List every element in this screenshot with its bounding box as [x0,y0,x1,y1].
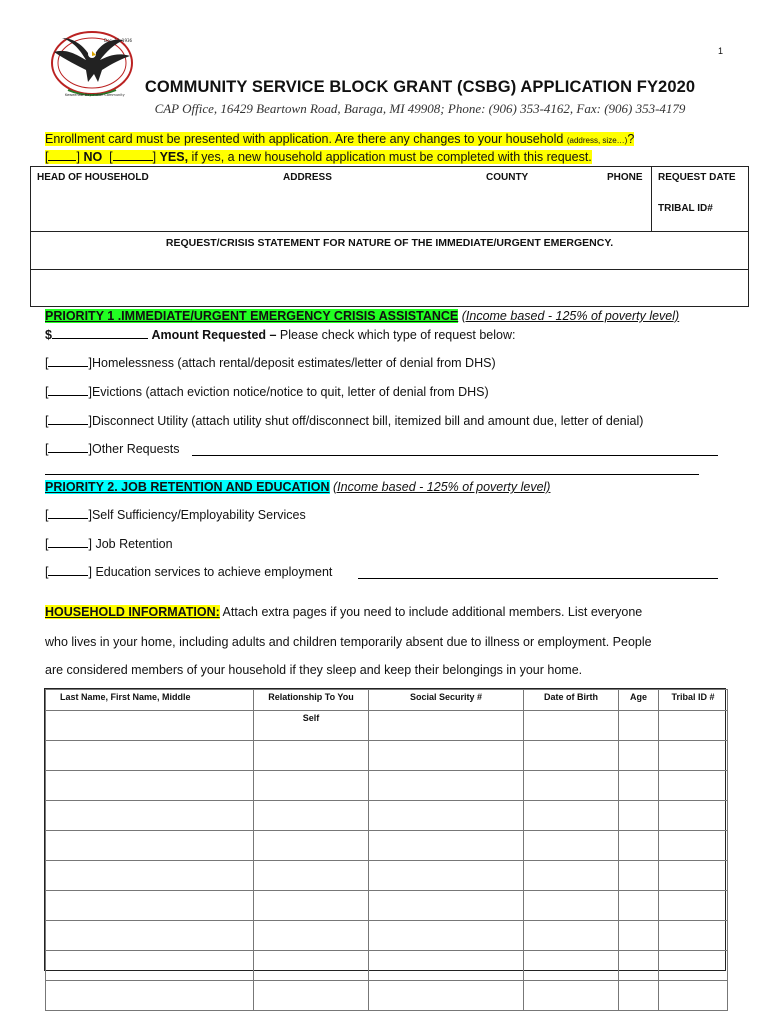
ssn-cell[interactable] [369,861,524,891]
relationship-cell[interactable] [254,861,369,891]
priority1-income-note: (Income based - 125% of poverty level) [461,309,680,323]
county-field[interactable]: COUNTY [486,172,529,183]
relationship-cell[interactable] [254,771,369,801]
option-job-retention: [ ] Job Retention [45,537,173,551]
table-row [46,831,728,861]
homelessness-checkbox[interactable] [48,356,88,367]
request-date-field[interactable]: REQUEST DATE [658,172,736,183]
column-divider [651,167,652,231]
table-row [46,861,728,891]
ssn-cell[interactable] [369,951,524,981]
enrollment-note: (address, size…) [566,136,628,145]
tribal-id-cell[interactable] [659,861,728,891]
tribal-id-cell[interactable] [659,711,728,741]
option-homelessness: [ ]Homelessness (attach rental/deposit estimates/letter of denial from DHS) [45,356,496,370]
other-requests-label: Other Requests [91,442,180,456]
col-ssn: Social Security # [369,690,524,711]
dob-cell[interactable] [524,891,619,921]
relationship-cell[interactable] [254,951,369,981]
phone-field[interactable]: PHONE [607,172,643,183]
crisis-statement-input[interactable] [31,270,748,306]
name-cell[interactable] [46,831,254,861]
name-cell[interactable] [46,741,254,771]
table-row [46,711,728,741]
homelessness-label: Homelessness (attach rental/deposit estimates/letter of denial from DHS) [91,356,496,370]
age-cell[interactable] [619,861,659,891]
age-cell[interactable] [619,741,659,771]
name-cell[interactable] [46,861,254,891]
col-age: Age [619,690,659,711]
col-name: Last Name, First Name, Middle [46,690,254,711]
yes-checkbox[interactable] [113,150,153,161]
age-cell[interactable] [619,921,659,951]
crisis-statement-row [31,232,748,270]
tribal-id-cell[interactable] [659,951,728,981]
col-tribal-id: Tribal ID # [659,690,728,711]
age-cell[interactable] [619,771,659,801]
education-services-line[interactable] [358,578,718,579]
job-retention-label: Job Retention [91,537,173,551]
name-cell[interactable] [46,771,254,801]
ssn-cell[interactable] [369,741,524,771]
tribal-id-cell[interactable] [659,741,728,771]
evictions-label: Evictions (attach eviction notice/notice to quit, letter of denial from DHS) [91,385,489,399]
priority2-heading: PRIORITY 2. JOB RETENTION AND EDUCATION [45,480,330,494]
priority2-heading-line [45,480,550,494]
enrollment-notice [45,132,634,146]
name-cell[interactable] [46,921,254,951]
age-cell[interactable] [619,981,659,1011]
option-evictions: [ ]Evictions (attach eviction notice/notice to quit, letter of denial from DHS) [45,385,489,399]
disconnect-utility-checkbox[interactable] [48,414,88,425]
amount-instruction: Please check which type of request below: [276,328,516,342]
office-address: CAP Office, 16429 Beartown Road, Baraga, MI 49908; Phone: (906) 353-4162, Fax: (906) 353-4179 [154,101,686,116]
amount-input[interactable] [52,328,148,339]
option-education-services: [ ] Education services to achieve employment [45,565,333,579]
logo-date-text: Dec. 17, 1936 [104,38,133,43]
relationship-cell[interactable]: Self [254,711,369,741]
table-row [46,801,728,831]
household-members-table [44,688,726,971]
yes-text: if yes, a new household application must be completed with this request. [188,150,592,164]
ssn-cell[interactable] [369,801,524,831]
priority1-heading: PRIORITY 1 .IMMEDIATE/URGENT EMERGENCY CRISIS ASSISTANCE [45,309,459,323]
no-label: NO [83,150,103,164]
col-dob: Date of Birth [524,690,619,711]
table-row [46,921,728,951]
dollar-sign: $ [45,328,52,342]
name-cell[interactable] [46,711,254,741]
enrollment-question-mark: ? [627,132,635,146]
ssn-cell[interactable] [369,981,524,1011]
ssn-cell[interactable] [369,771,524,801]
household-info-heading: HOUSEHOLD INFORMATION: [45,605,220,619]
evictions-checkbox[interactable] [48,385,88,396]
tribal-id-cell[interactable] [659,831,728,861]
table-row [46,771,728,801]
dob-cell[interactable] [524,831,619,861]
relationship-cell[interactable] [254,741,369,771]
dob-cell[interactable] [524,951,619,981]
table-row [46,951,728,981]
household-info-line3: are considered members of your household if they sleep and keep their belongings in your home. [45,663,583,677]
ssn-cell[interactable] [369,891,524,921]
tribal-id-cell[interactable] [659,921,728,951]
crisis-statement-label: REQUEST/CRISIS STATEMENT FOR NATURE OF THE IMMEDIATE/URGENT EMERGENCY. [165,237,614,249]
education-services-label: Education services to achieve employment [91,565,333,579]
priority2-income-note: (Income based - 125% of poverty level) [333,480,551,494]
ssn-cell[interactable] [369,831,524,861]
other-requests-line[interactable] [192,455,718,456]
head-of-household-field[interactable]: HEAD OF HOUSEHOLD [37,172,149,183]
relationship-cell[interactable] [254,801,369,831]
name-cell[interactable] [46,801,254,831]
enrollment-text: Enrollment card must be presented with application. Are there any changes to your household [45,132,567,146]
dob-cell[interactable] [524,861,619,891]
enrollment-choice: [ ] NO [ ] YES, if yes, a new household application must be completed with this request. [45,150,592,164]
page-title: COMMUNITY SERVICE BLOCK GRANT (CSBG) APPLICATION FY2020 [144,78,696,96]
other-requests-checkbox[interactable] [48,442,88,453]
table-header-row [46,690,728,711]
yes-label: YES, [159,150,189,164]
address-field[interactable]: ADDRESS [283,172,332,183]
relationship-cell[interactable] [254,891,369,921]
dob-cell[interactable] [524,741,619,771]
age-cell[interactable] [619,801,659,831]
job-retention-checkbox[interactable] [48,537,88,548]
household-info-line2: who lives in your home, including adults and children temporarily absent due to illness or employment. People [45,635,652,649]
other-requests-line-2[interactable] [45,474,699,475]
amount-requested-line [45,328,515,342]
tribal-id-cell[interactable] [659,891,728,921]
ssn-cell[interactable] [369,921,524,951]
household-info-line1 [45,605,642,619]
option-self-sufficiency: [ ]Self Sufficiency/Employability Services [45,508,306,522]
col-relationship: Relationship To You [254,690,369,711]
name-cell[interactable] [46,891,254,921]
age-cell[interactable] [619,951,659,981]
priority1-heading-line [45,309,679,323]
disconnect-utility-label: Disconnect Utility (attach utility shut off/disconnect bill, itemized bill and amount due, letter of denial) [91,414,644,428]
no-checkbox[interactable] [48,150,76,161]
relationship-cell[interactable] [254,981,369,1011]
name-cell[interactable] [46,951,254,981]
dob-cell[interactable] [524,981,619,1011]
household-info-text1: Attach extra pages if you need to include additional members. List everyone [219,605,643,619]
amount-label: Amount Requested – [151,328,277,342]
logo-ring-text: Keweenaw Bay Indian Community [65,93,125,97]
relationship-cell[interactable] [254,831,369,861]
dob-cell[interactable] [524,801,619,831]
tribal-id-cell[interactable] [659,981,728,1011]
household-table [30,166,749,307]
age-cell[interactable] [619,891,659,921]
ssn-cell[interactable] [369,711,524,741]
tribal-id-cell[interactable] [659,801,728,831]
table-row [46,891,728,921]
age-cell[interactable] [619,711,659,741]
tribal-id-field[interactable]: TRIBAL ID# [658,203,713,214]
tribal-id-cell[interactable] [659,771,728,801]
age-cell[interactable] [619,831,659,861]
self-sufficiency-label: Self Sufficiency/Employability Services [91,508,306,522]
option-disconnect-utility: [ ]Disconnect Utility (attach utility shut off/disconnect bill, itemized bill and amount due, letter of denial) [45,414,644,428]
page-number: 1 [718,46,724,56]
education-services-checkbox[interactable] [48,565,88,576]
household-header-row [31,167,748,232]
option-other-requests: [ ]Other Requests [45,442,180,456]
dob-cell[interactable] [524,771,619,801]
self-sufficiency-checkbox[interactable] [48,508,88,519]
dob-cell[interactable] [524,921,619,951]
relationship-cell[interactable] [254,921,369,951]
dob-cell[interactable] [524,711,619,741]
table-row [46,981,728,1011]
name-cell[interactable] [46,981,254,1011]
table-row [46,741,728,771]
